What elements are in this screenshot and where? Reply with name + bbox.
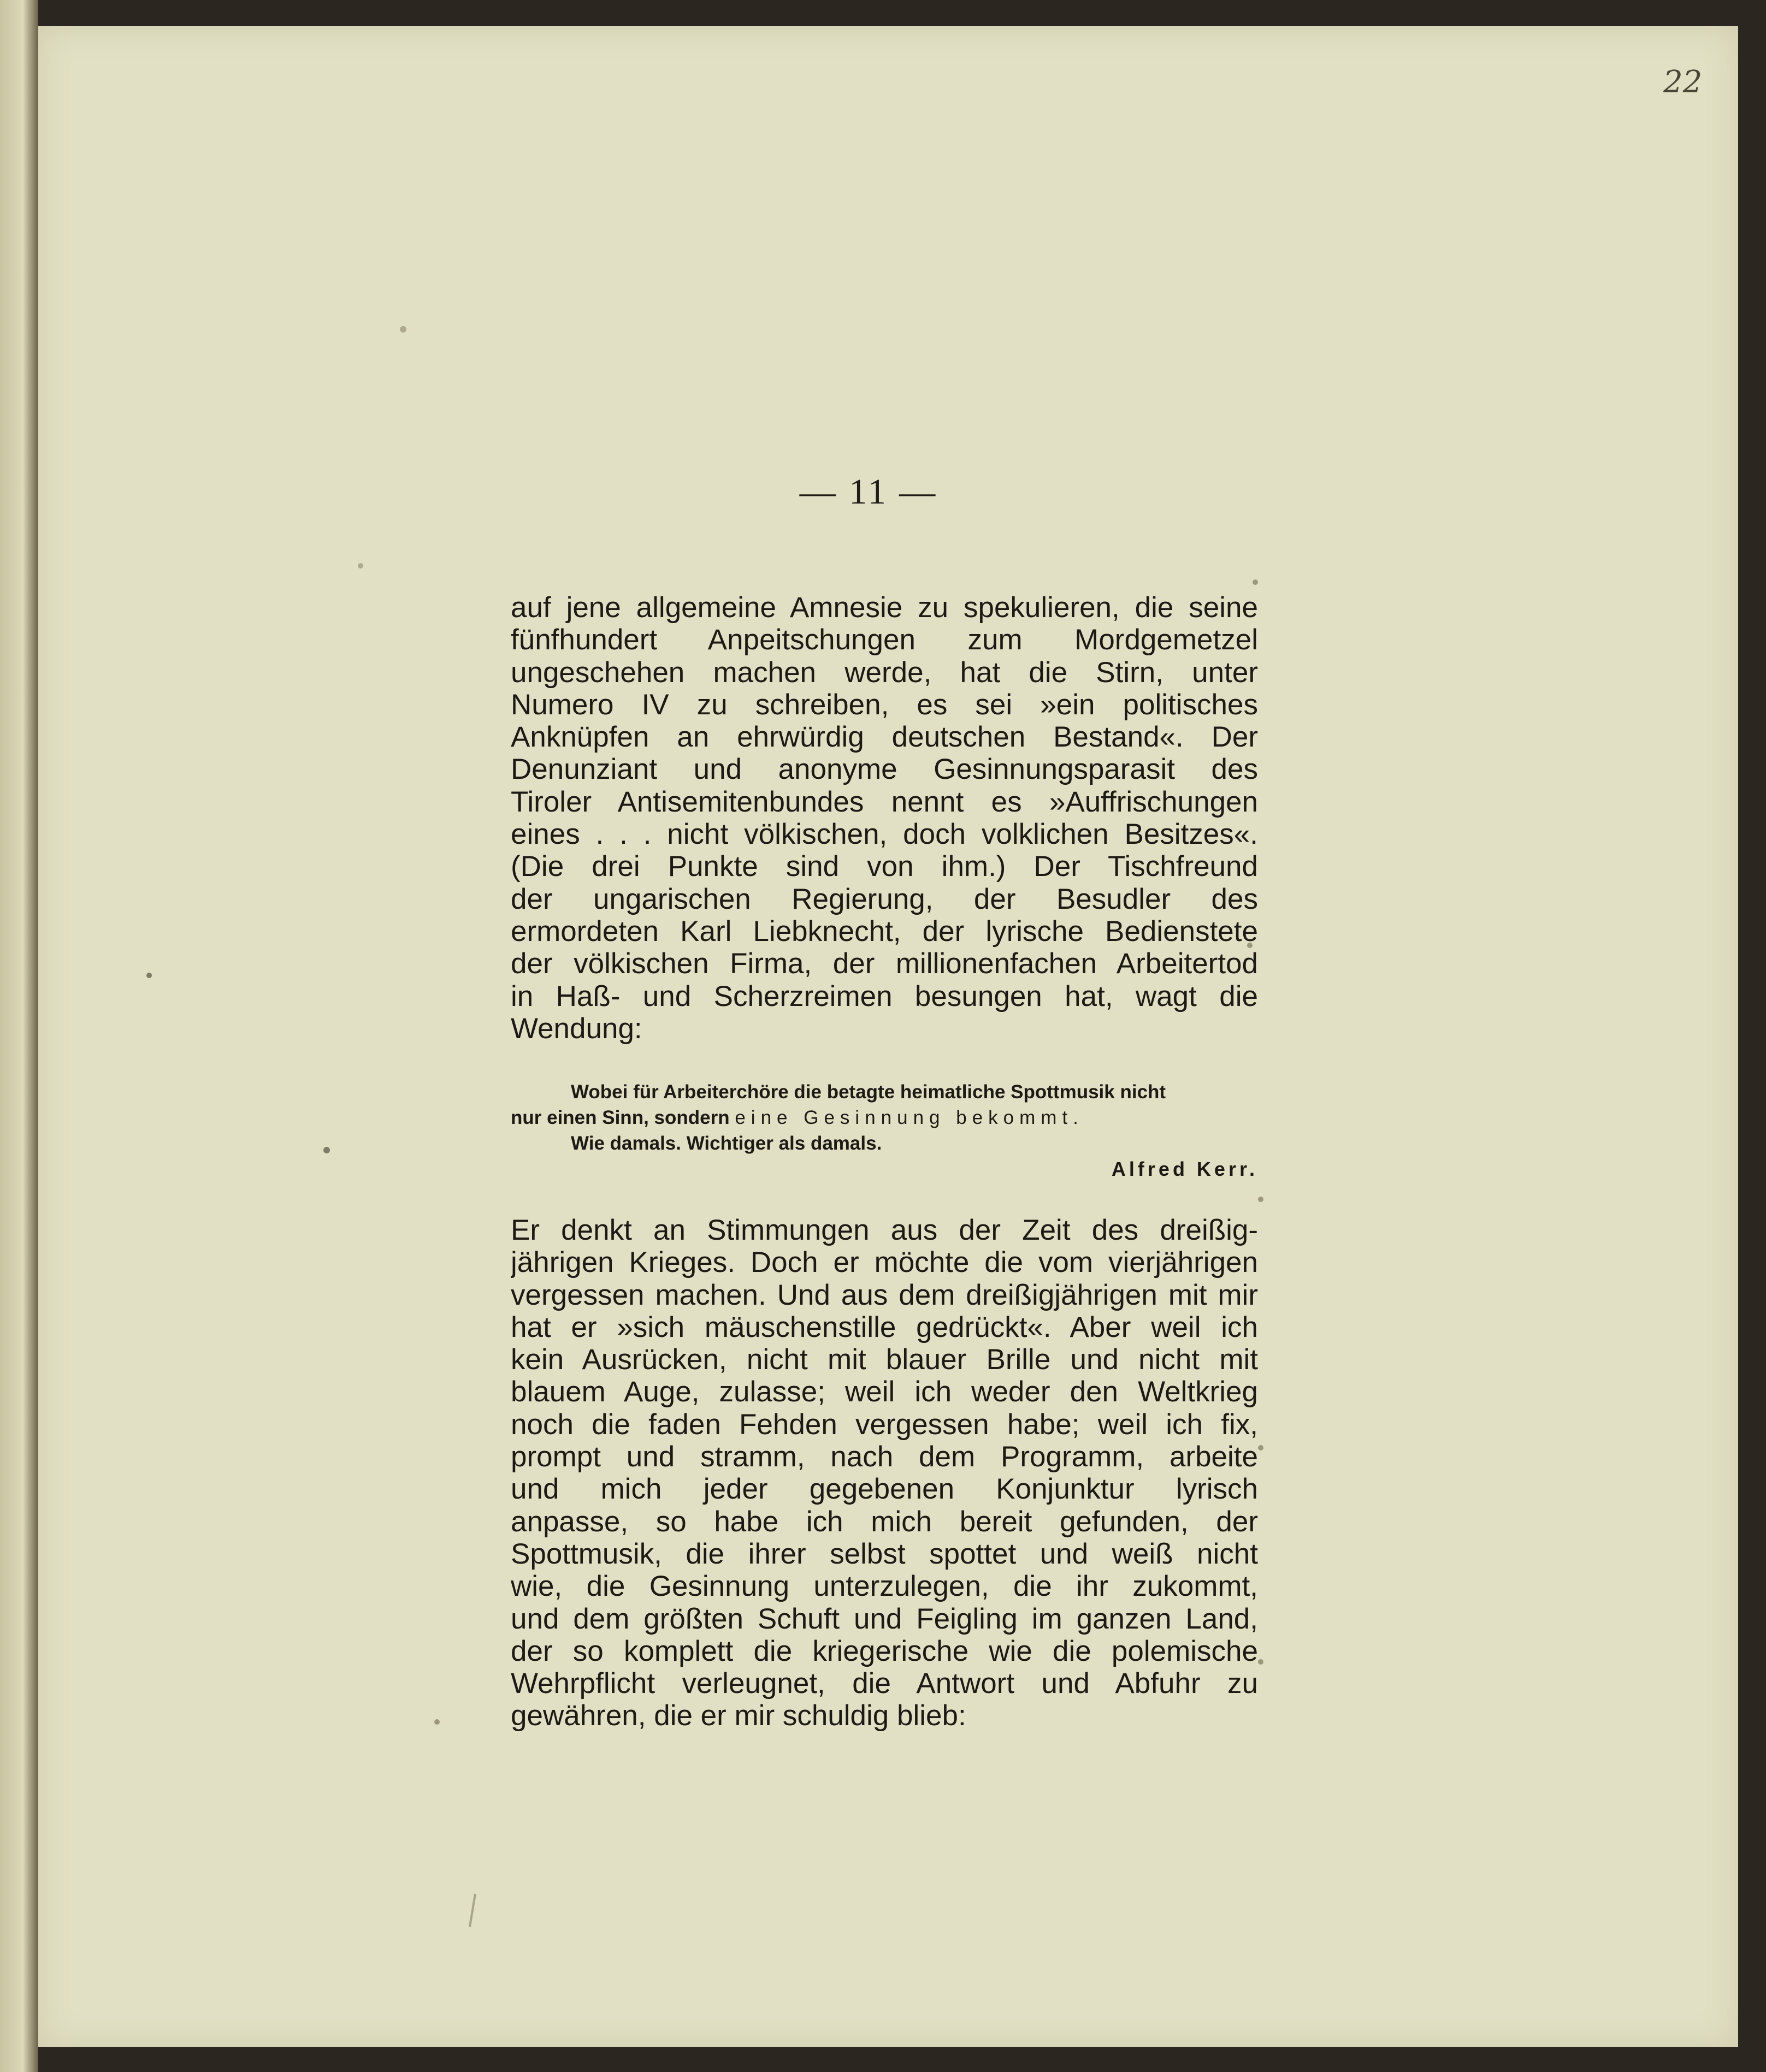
text-line: auf jene allgemeine Amnesie zu spekulieren, die seine bbox=[511, 591, 1258, 624]
quote-attribution: Alfred Kerr. bbox=[1111, 1158, 1258, 1180]
text-line: Numero IV zu schreiben, es sei »ein politisches bbox=[511, 688, 1258, 721]
text-line: prompt und stramm, nach dem Programm, arbeite bbox=[511, 1441, 1258, 1473]
text-line: und dem größten Schuft und Feigling im ganzen Land, bbox=[511, 1602, 1258, 1635]
quote-emphasis: eine Gesinnung bekommt. bbox=[735, 1107, 1084, 1128]
text-line: ungeschehen machen werde, hat die Stirn, unter bbox=[511, 656, 1258, 689]
block-quote bbox=[511, 1079, 1258, 1156]
text-line: und mich jeder gegebenen Konjunktur lyrisch bbox=[511, 1473, 1258, 1506]
text-line: fünfhundert Anpeitschungen zum Mordgemetzel bbox=[511, 624, 1258, 656]
text-line: Er denkt an Stimmungen aus der Zeit des dreißig- bbox=[511, 1214, 1258, 1246]
handwritten-folio: 22 bbox=[1663, 64, 1703, 100]
quote-line: Wobei für Arbeiterchöre die betagte heimatliche Spottmusik nicht bbox=[571, 1081, 1166, 1103]
text-line: ermordeten Karl Liebknecht, der lyrische Bedienstete bbox=[511, 915, 1258, 948]
text-line: Tiroler Antisemitenbundes nennt es »Auffrischungen bbox=[511, 785, 1258, 818]
text-line: Wendung: bbox=[511, 1012, 642, 1045]
text-line: jährigen Krieges. Doch er möchte die vom vierjährigen bbox=[511, 1246, 1258, 1279]
text-line: Spottmusik, die ihrer selbst spottet und weiß nicht bbox=[511, 1537, 1258, 1570]
text-line: (Die drei Punkte sind von ihm.) Der Tischfreund bbox=[511, 850, 1258, 883]
text-line: noch die faden Fehden vergessen habe; weil ich fix, bbox=[511, 1408, 1258, 1441]
text-line: gewähren, die er mir schuldig blieb: bbox=[511, 1700, 966, 1732]
paragraph-1 bbox=[511, 591, 1258, 1045]
text-line: anpasse, so habe ich mich bereit gefunden, der bbox=[511, 1505, 1258, 1538]
text-line: hat er »sich mäuschenstille gedrückt«. Aber weil ich bbox=[511, 1311, 1258, 1343]
quote-line: Wie damals. Wichtiger als damals. bbox=[571, 1133, 882, 1154]
facing-page-edge bbox=[0, 0, 38, 2072]
paragraph-2 bbox=[511, 1214, 1258, 1732]
text-line: kein Ausrücken, nicht mit blauer Brille und nicht mit bbox=[511, 1343, 1258, 1376]
text-line: der so komplett die kriegerische wie die polemische bbox=[511, 1635, 1258, 1667]
quote-line-part: nur einen Sinn, sondern bbox=[511, 1107, 730, 1128]
text-line: eines . . . nicht völkischen, doch volklichen Besitzes«. bbox=[511, 818, 1258, 851]
text-line: der ungarischen Regierung, der Besudler des bbox=[511, 883, 1258, 915]
text-line: vergessen machen. Und aus dem dreißigjährigen mit mir bbox=[511, 1278, 1258, 1311]
text-line: der völkischen Firma, der millionenfachen Arbeitertod bbox=[511, 948, 1258, 980]
page-number: — 11 — bbox=[799, 472, 938, 512]
text-line: blauem Auge, zulasse; weil ich weder den Weltkrieg bbox=[511, 1376, 1258, 1408]
text-line: in Haß- und Scherzreimen besungen hat, wagt die bbox=[511, 980, 1258, 1013]
text-line: Denunziant und anonyme Gesinnungsparasit des bbox=[511, 753, 1258, 786]
quote-line bbox=[511, 1105, 1258, 1130]
text-line: Wehrpflicht verleugnet, die Antwort und Abfuhr zu bbox=[511, 1667, 1258, 1700]
text-line: wie, die Gesinnung unterzulegen, die ihr zukommt, bbox=[511, 1570, 1258, 1603]
text-line: Anknüpfen an ehrwürdig deutschen Bestand«. Der bbox=[511, 721, 1258, 754]
book-page bbox=[38, 26, 1738, 2047]
